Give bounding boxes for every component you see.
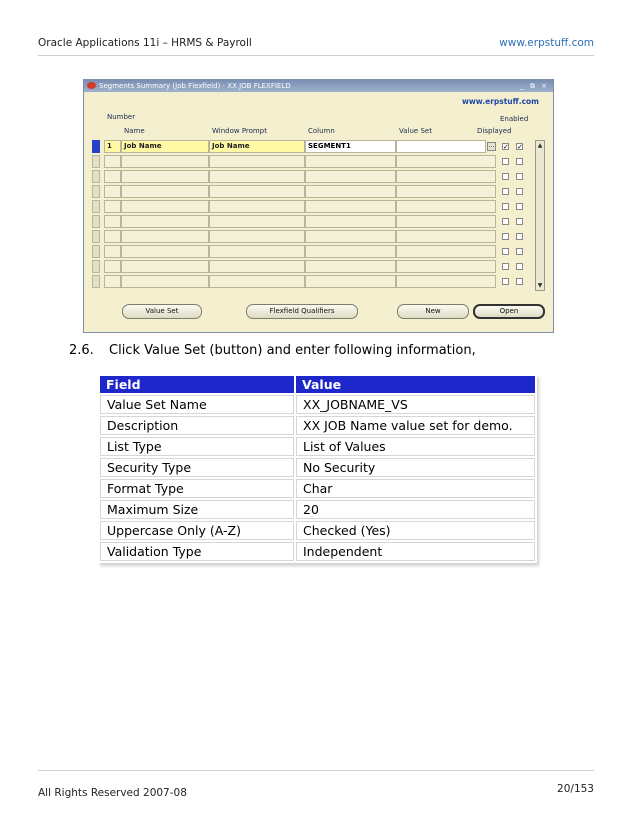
- number-field[interactable]: [104, 245, 121, 258]
- scroll-up-icon[interactable]: ▲: [537, 142, 543, 149]
- name-field[interactable]: [121, 200, 209, 213]
- field-cell: Description: [100, 416, 294, 435]
- number-field[interactable]: [104, 155, 121, 168]
- window-controls-icon[interactable]: _ ⧉ ×: [520, 82, 549, 90]
- column-field[interactable]: SEGMENT1: [305, 140, 396, 153]
- value-set-field[interactable]: [396, 260, 496, 273]
- footer-divider: [38, 770, 594, 771]
- name-field[interactable]: [121, 275, 209, 288]
- name-field[interactable]: [121, 230, 209, 243]
- field-cell: Value Set Name: [100, 395, 294, 414]
- window-prompt-field[interactable]: [209, 185, 305, 198]
- value-set-field[interactable]: [396, 200, 496, 213]
- number-field[interactable]: 1: [104, 140, 121, 153]
- oracle-logo-icon: [87, 82, 96, 89]
- field-cell: Validation Type: [100, 542, 294, 561]
- table-row: [100, 416, 535, 435]
- field-header: Field: [100, 376, 294, 393]
- number-field[interactable]: [104, 185, 121, 198]
- table-row: [100, 479, 535, 498]
- name-field[interactable]: [121, 155, 209, 168]
- value-set-field[interactable]: [396, 185, 496, 198]
- row-indicator[interactable]: [92, 200, 100, 213]
- column-field[interactable]: [305, 230, 396, 243]
- window-title: Segments Summary (Job Flexfield) - XX JOB FLEXFIELD: [99, 82, 291, 90]
- name-field[interactable]: [121, 245, 209, 258]
- enabled-checkbox[interactable]: [516, 173, 523, 180]
- field-cell: Maximum Size: [100, 500, 294, 519]
- row-indicator[interactable]: [92, 245, 100, 258]
- table-row[interactable]: [92, 275, 533, 288]
- column-field[interactable]: [305, 185, 396, 198]
- window-prompt-field[interactable]: [209, 275, 305, 288]
- enabled-checkbox[interactable]: [516, 248, 523, 255]
- displayed-checkbox[interactable]: [502, 173, 509, 180]
- name-field[interactable]: [121, 215, 209, 228]
- number-field[interactable]: [104, 230, 121, 243]
- value-set-label: Value Set: [399, 127, 432, 135]
- row-indicator[interactable]: [92, 275, 100, 288]
- value-set-button[interactable]: Value Set: [122, 304, 202, 319]
- enabled-checkbox[interactable]: [516, 218, 523, 225]
- column-field[interactable]: [305, 170, 396, 183]
- table-row[interactable]: [92, 140, 533, 153]
- header-divider: [38, 55, 594, 56]
- window-prompt-field[interactable]: [209, 200, 305, 213]
- row-indicator[interactable]: [92, 155, 100, 168]
- window-title-bar[interactable]: [84, 80, 553, 92]
- window-prompt-field[interactable]: Job Name: [209, 140, 305, 153]
- displayed-checkbox[interactable]: [502, 218, 509, 225]
- displayed-checkbox[interactable]: [502, 158, 509, 165]
- displayed-checkbox[interactable]: [502, 263, 509, 270]
- name-field[interactable]: [121, 185, 209, 198]
- vertical-scrollbar[interactable]: [535, 140, 545, 291]
- value-cell: Char: [296, 479, 535, 498]
- name-field[interactable]: Job Name: [121, 140, 209, 153]
- displayed-checkbox[interactable]: [502, 203, 509, 210]
- displayed-checkbox[interactable]: ✓: [503, 143, 509, 151]
- value-cell: No Security: [296, 458, 535, 477]
- row-indicator[interactable]: [92, 215, 100, 228]
- number-field[interactable]: [104, 200, 121, 213]
- table-row[interactable]: [92, 230, 533, 243]
- column-field[interactable]: [305, 155, 396, 168]
- column-field[interactable]: [305, 245, 396, 258]
- number-field[interactable]: [104, 260, 121, 273]
- number-field[interactable]: [104, 170, 121, 183]
- table-row: [100, 437, 535, 456]
- field-cell: List Type: [100, 437, 294, 456]
- value-cell: 20: [296, 500, 535, 519]
- enabled-checkbox[interactable]: [516, 278, 523, 285]
- enabled-checkbox[interactable]: [516, 158, 523, 165]
- window-prompt-field[interactable]: [209, 170, 305, 183]
- window-prompt-field[interactable]: [209, 260, 305, 273]
- table-row[interactable]: [92, 185, 533, 198]
- column-field[interactable]: [305, 200, 396, 213]
- name-field[interactable]: [121, 170, 209, 183]
- value-header: Value: [296, 376, 535, 393]
- row-indicator[interactable]: [92, 185, 100, 198]
- page-header-link[interactable]: www.erpstuff.com: [499, 37, 594, 49]
- table-row: [100, 458, 535, 477]
- step-number: 2.6.: [69, 343, 94, 358]
- row-indicator[interactable]: [92, 260, 100, 273]
- segments-summary-window: [83, 79, 554, 333]
- field-cell: Format Type: [100, 479, 294, 498]
- enabled-checkbox[interactable]: [516, 263, 523, 270]
- column-field[interactable]: [305, 275, 396, 288]
- table-row[interactable]: [92, 245, 533, 258]
- field-cell: Uppercase Only (A-Z): [100, 521, 294, 540]
- enabled-checkbox[interactable]: [516, 203, 523, 210]
- table-header-row: [100, 376, 535, 393]
- table-row[interactable]: [92, 200, 533, 213]
- open-button[interactable]: Open: [473, 304, 545, 319]
- value-cell: XX JOB Name value set for demo.: [296, 416, 535, 435]
- row-indicator[interactable]: [92, 140, 100, 153]
- number-field[interactable]: [104, 275, 121, 288]
- window-prompt-field[interactable]: [209, 230, 305, 243]
- displayed-checkbox[interactable]: [502, 278, 509, 285]
- number-field[interactable]: [104, 215, 121, 228]
- page-header-left: Oracle Applications 11i – HRMS & Payroll: [38, 37, 252, 49]
- enabled-checkbox[interactable]: [516, 188, 523, 195]
- table-row[interactable]: [92, 170, 533, 183]
- value-set-info-table: [98, 374, 537, 563]
- table-row[interactable]: [92, 215, 533, 228]
- footer-copyright: All Rights Reserved 2007-08: [38, 787, 187, 799]
- column-label: Column: [308, 127, 335, 135]
- flexfield-qualifiers-button[interactable]: Flexfield Qualifiers: [246, 304, 358, 319]
- column-field[interactable]: [305, 260, 396, 273]
- window-prompt-field[interactable]: [209, 215, 305, 228]
- field-cell: Security Type: [100, 458, 294, 477]
- displayed-checkbox[interactable]: [502, 248, 509, 255]
- step-instruction: Click Value Set (button) and enter following information,: [109, 343, 476, 358]
- table-row: [100, 395, 535, 414]
- lov-button[interactable]: ...: [488, 142, 495, 149]
- number-label: Number: [107, 113, 136, 121]
- value-cell: Checked (Yes): [296, 521, 535, 540]
- table-row: [100, 542, 535, 561]
- displayed-label: Displayed: [477, 127, 512, 135]
- value-cell: Independent: [296, 542, 535, 561]
- row-indicator[interactable]: [92, 230, 100, 243]
- displayed-checkbox[interactable]: [502, 233, 509, 240]
- value-set-field[interactable]: [396, 275, 496, 288]
- row-indicator[interactable]: [92, 170, 100, 183]
- window-prompt-field[interactable]: [209, 155, 305, 168]
- scroll-down-icon[interactable]: ▼: [537, 282, 543, 289]
- name-field[interactable]: [121, 260, 209, 273]
- enabled-checkbox[interactable]: [516, 233, 523, 240]
- value-set-field[interactable]: [396, 230, 496, 243]
- enabled-checkbox[interactable]: ✓: [517, 143, 523, 151]
- name-label: Name: [124, 127, 145, 135]
- value-cell: XX_JOBNAME_VS: [296, 395, 535, 414]
- window-prompt-field[interactable]: [209, 245, 305, 258]
- new-button[interactable]: New: [397, 304, 469, 319]
- page-number: 20/153: [557, 783, 594, 795]
- table-row[interactable]: [92, 260, 533, 273]
- table-row: [100, 500, 535, 519]
- value-set-field[interactable]: [396, 245, 496, 258]
- value-set-field[interactable]: [396, 140, 486, 153]
- column-field[interactable]: [305, 215, 396, 228]
- value-cell: List of Values: [296, 437, 535, 456]
- value-set-field[interactable]: [396, 170, 496, 183]
- value-set-field[interactable]: [396, 215, 496, 228]
- enabled-label: Enabled: [500, 115, 529, 123]
- value-set-field[interactable]: [396, 155, 496, 168]
- window-prompt-label: Window Prompt: [212, 127, 267, 135]
- table-row: [100, 521, 535, 540]
- window-brand: www.erpstuff.com: [461, 97, 539, 106]
- displayed-checkbox[interactable]: [502, 188, 509, 195]
- table-row[interactable]: [92, 155, 533, 168]
